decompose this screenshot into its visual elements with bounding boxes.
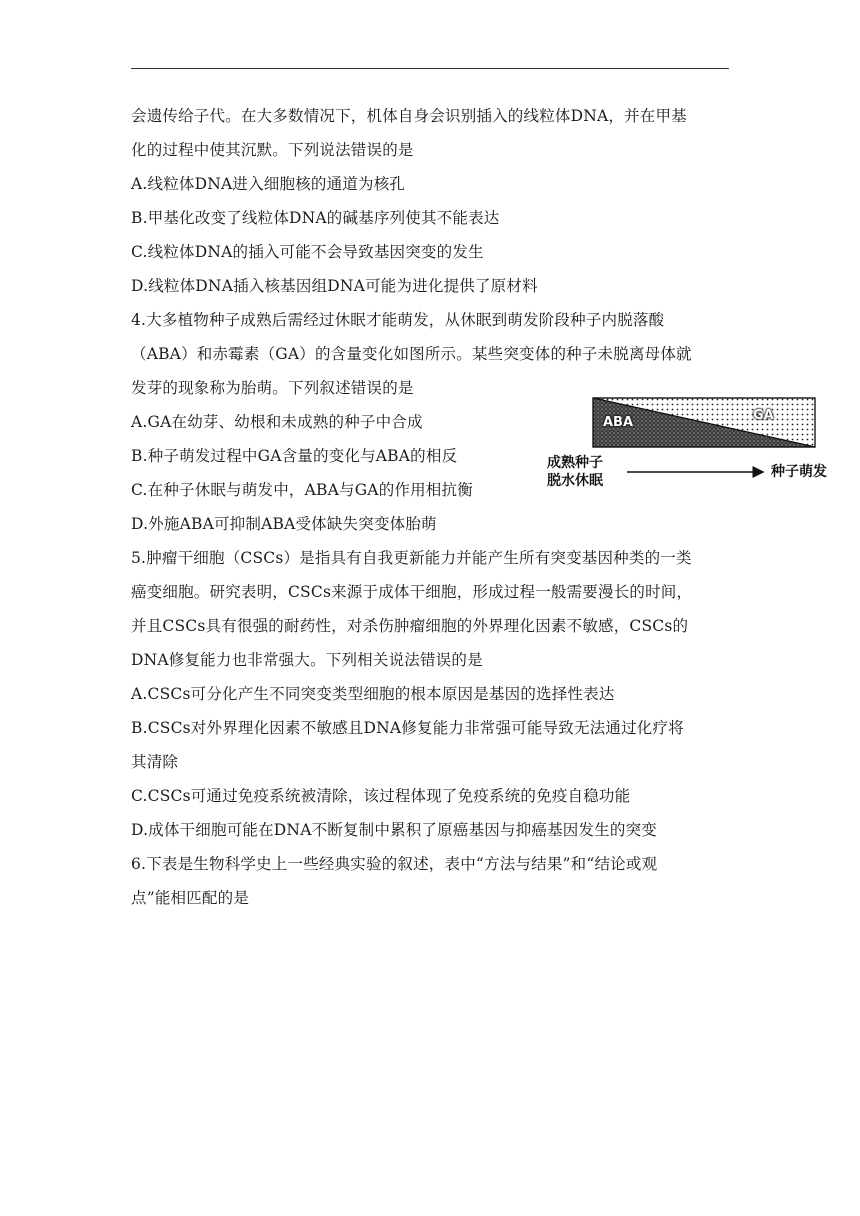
ga-label: GA — [753, 408, 774, 423]
question-5-stem: 5.肿瘤干细胞（CSCs）是指具有自我更新能力并能产生所有突变基因种类的一类 — [131, 549, 692, 567]
question-5-stem: 癌变细胞。研究表明，CSCs来源于成体干细胞，形成过程一般需要漫长的时间， — [131, 583, 693, 601]
option-c: C.在种子休眠与萌发中，ABA与GA的作用相抗衡 — [131, 481, 473, 499]
question-5-stem: DNA修复能力也非常强大。下列相关说法错误的是 — [131, 651, 483, 669]
option-a: A.线粒体DNA进入细胞核的通道为核孔 — [131, 175, 406, 193]
option-b: B.CSCs对外界理化因素不敏感且DNA修复能力非常强可能导致无法通过化疗将 — [131, 719, 684, 737]
option-d: D.外施ABA可抑制ABA受体缺失突变体胎萌 — [131, 515, 437, 533]
start-label: 成熟种子 — [547, 455, 603, 471]
question-4-stem: 4.大多植物种子成熟后需经过休眠才能萌发，从休眠到萌发阶段种子内脱落酸 — [131, 311, 665, 329]
option-a: A.CSCs可分化产生不同突变类型细胞的根本原因是基因的选择性表达 — [131, 685, 615, 703]
option-a: A.GA在幼芽、幼根和未成熟的种子中合成 — [131, 413, 423, 431]
question-4-stem: 发芽的现象称为胎萌。下列叙述错误的是 — [131, 379, 414, 397]
end-label: 种子萌发 — [771, 464, 827, 480]
start-label: 脱水休眠 — [547, 473, 603, 489]
question-6-stem: 点”能相匹配的是 — [131, 889, 250, 907]
header-rule — [131, 68, 729, 69]
question-4-stem: （ABA）和赤霉素（GA）的含量变化如图所示。某些突变体的种子未脱离母体就 — [131, 345, 692, 363]
option-d: D.成体干细胞可能在DNA不断复制中累积了原癌基因与抑癌基因发生的突变 — [131, 821, 657, 839]
text-line: 化的过程中使其沉默。下列说法错误的是 — [131, 141, 414, 159]
aba-label: ABA — [603, 415, 634, 430]
option-b-continued: 其清除 — [131, 753, 179, 771]
hormone-diagram — [545, 392, 845, 502]
option-d: D.线粒体DNA插入核基因组DNA可能为进化提供了原材料 — [131, 277, 538, 295]
option-c: C.线粒体DNA的插入可能不会导致基因突变的发生 — [131, 243, 484, 261]
text-line: 会遗传给子代。在大多数情况下，机体自身会识别插入的线粒体DNA，并在甲基 — [131, 107, 687, 125]
question-5-stem: 并且CSCs具有很强的耐药性，对杀伤肿瘤细胞的外界理化因素不敏感，CSCs的 — [131, 617, 689, 635]
question-6-stem: 6.下表是生物科学史上一些经典实验的叙述，表中“方法与结果”和“结论或观 — [131, 855, 658, 873]
option-c: C.CSCs可通过免疫系统被清除，该过程体现了免疫系统的免疫自稳功能 — [131, 787, 631, 805]
option-b: B.甲基化改变了线粒体DNA的碱基序列使其不能表达 — [131, 209, 500, 227]
option-b: B.种子萌发过程中GA含量的变化与ABA的相反 — [131, 447, 458, 465]
